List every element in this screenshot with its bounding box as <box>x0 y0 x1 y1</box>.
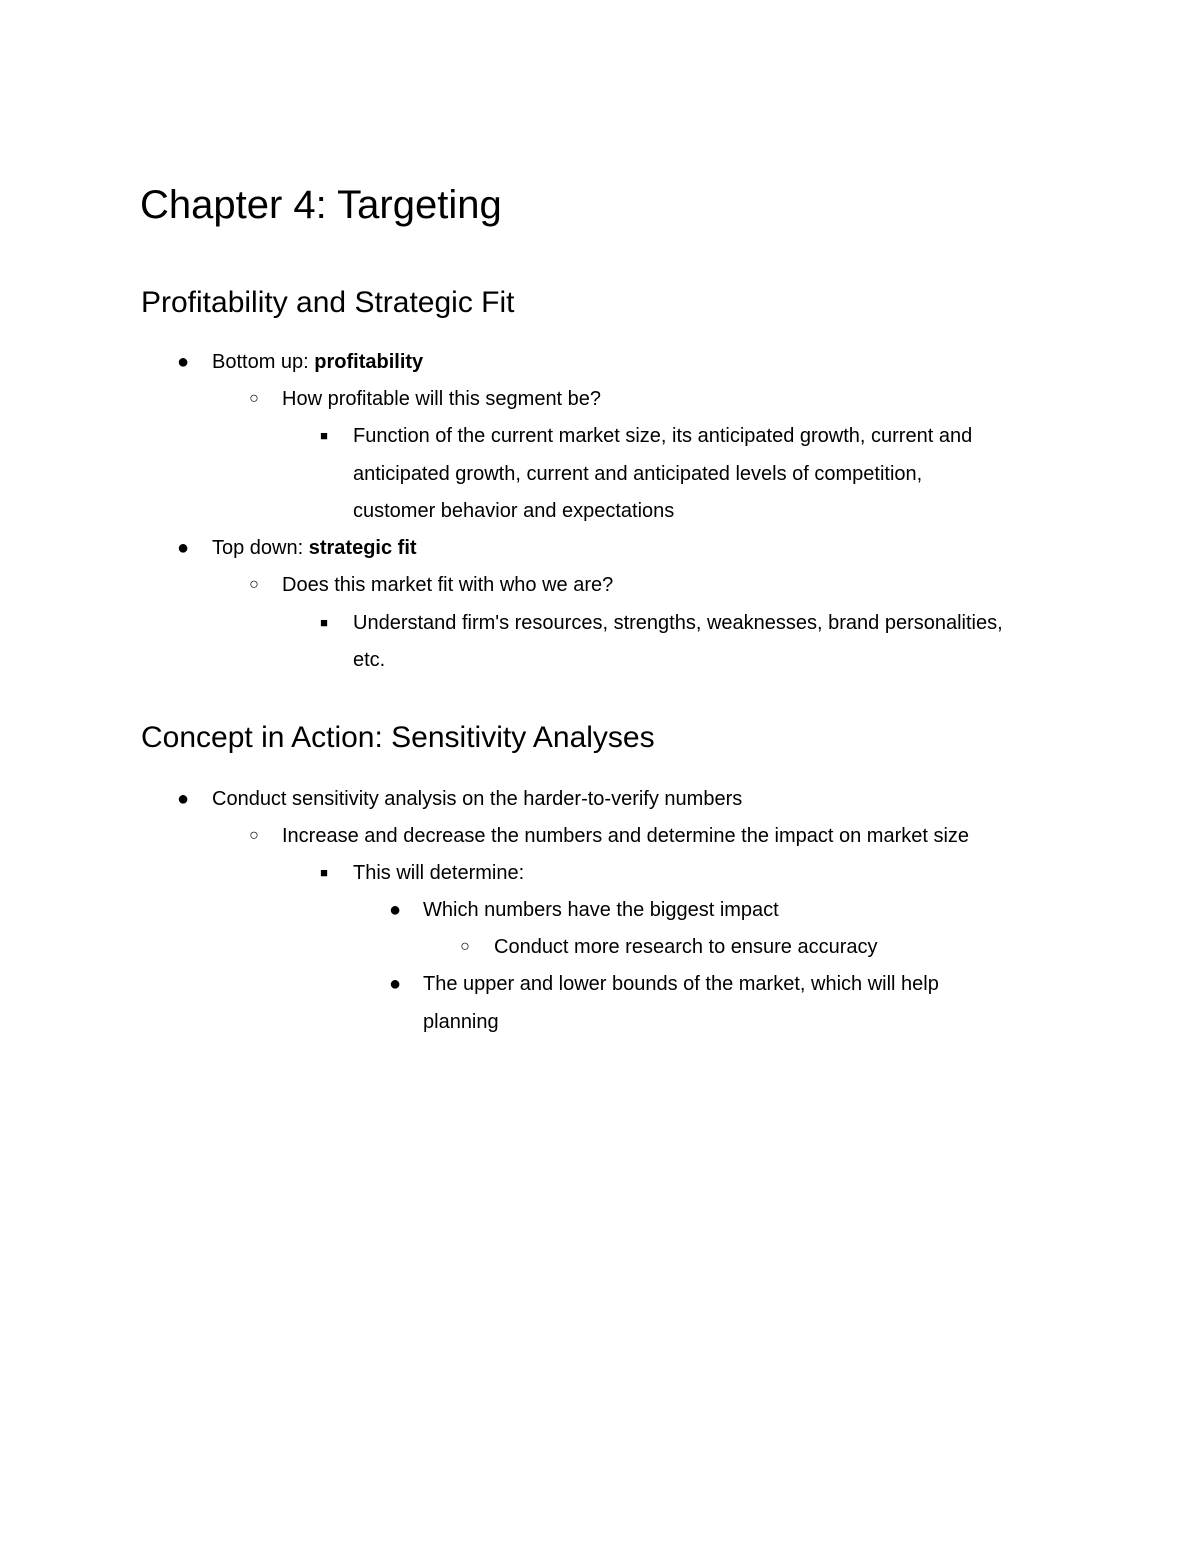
list-item-this-will-determine: This will determine: <box>353 862 525 884</box>
list-item-top-down <box>212 535 417 561</box>
bullet-circle-icon: ○ <box>249 827 259 844</box>
bullet-disc-icon: ● <box>388 973 402 995</box>
list-item-profitability-question: How profitable will this segment be? <box>282 388 602 410</box>
list-item-increase-decrease: Increase and decrease the numbers and determine the impact on market size <box>282 825 970 847</box>
bullet-disc-icon: ● <box>176 537 190 559</box>
list-item-function-line-2: anticipated growth, current and anticipated levels of competition, <box>353 463 923 485</box>
bullet-disc-icon: ● <box>388 899 402 921</box>
list-item-bold-term: strategic fit <box>308 537 417 559</box>
section-heading-sensitivity: Concept in Action: Sensitivity Analyses <box>141 721 655 754</box>
list-item-bounds-line-2: planning <box>423 1011 499 1033</box>
list-item-prefix: Bottom up: <box>212 351 315 373</box>
bullet-square-icon: ■ <box>320 865 328 880</box>
bullet-disc-icon: ● <box>176 788 190 810</box>
bullet-square-icon: ■ <box>320 428 328 443</box>
list-item-function-line-3: customer behavior and expectations <box>353 500 675 522</box>
list-item-understand-line-1: Understand firm's resources, strengths, weaknesses, brand personalities, <box>353 612 1003 634</box>
bullet-disc-icon: ● <box>176 351 190 373</box>
list-item-function-line-1: Function of the current market size, its anticipated growth, current and <box>353 425 973 447</box>
list-item-more-research: Conduct more research to ensure accuracy <box>494 936 878 958</box>
list-item-fit-question: Does this market fit with who we are? <box>282 574 614 596</box>
list-item-prefix: Top down: <box>212 537 309 559</box>
bullet-circle-icon: ○ <box>460 938 470 955</box>
list-item-biggest-impact: Which numbers have the biggest impact <box>423 899 779 921</box>
section-heading-profitability: Profitability and Strategic Fit <box>141 286 515 319</box>
bullet-circle-icon: ○ <box>249 390 259 407</box>
list-item-bottom-up <box>212 349 423 375</box>
list-item-bounds-line-1: The upper and lower bounds of the market, which will help <box>423 973 939 995</box>
list-item-understand-line-2: etc. <box>353 649 386 671</box>
list-item-bold-term: profitability <box>314 351 424 373</box>
page-title: Chapter 4: Targeting <box>140 183 502 227</box>
bullet-circle-icon: ○ <box>249 576 259 593</box>
list-item-conduct-sensitivity: Conduct sensitivity analysis on the harder-to-verify numbers <box>212 788 743 810</box>
bullet-square-icon: ■ <box>320 615 328 630</box>
